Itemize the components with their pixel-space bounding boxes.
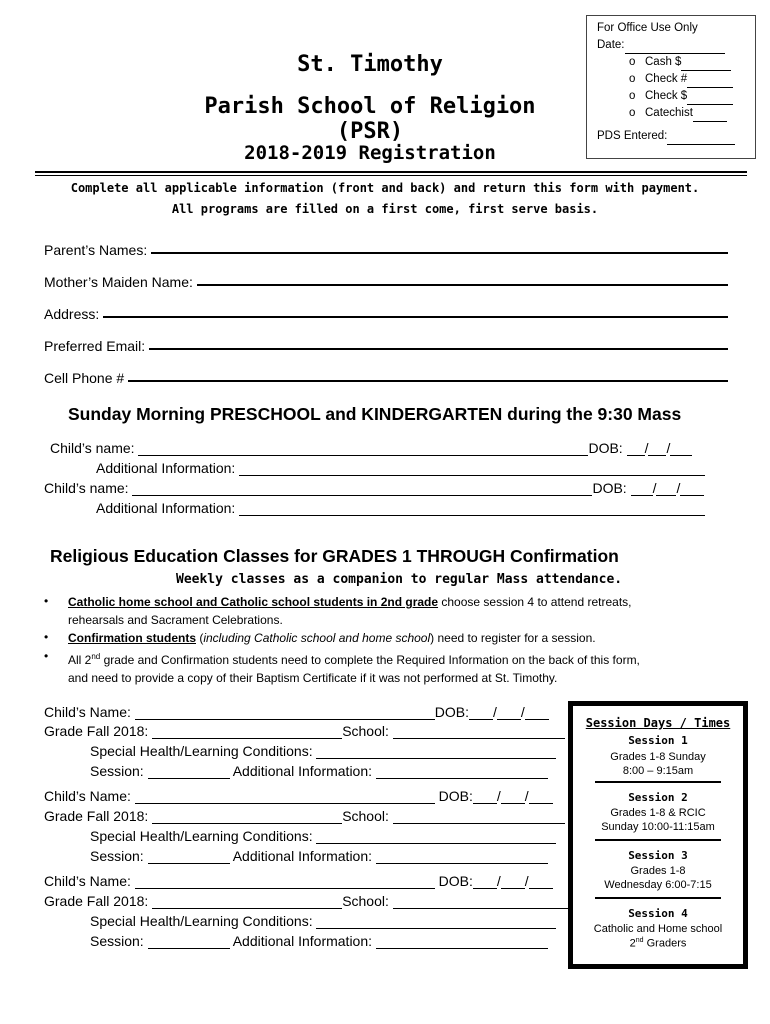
email-field[interactable]: Preferred Email: — [44, 338, 728, 354]
grade-child-2-grade[interactable]: Grade Fall 2018: School: — [44, 808, 565, 824]
bullet-1: • — [44, 594, 49, 608]
session-4-line-2: 2nd Graders — [629, 937, 687, 950]
preschool-additional-2[interactable]: Additional Information: — [96, 500, 705, 516]
bullet-1-text: Catholic home school and Catholic school students in 2nd grade choose session 4 to attend retreats, rehearsals and Sacrament Celebrations. — [68, 595, 632, 627]
grade-child-3-special[interactable]: Special Health/Learning Conditions: — [90, 913, 556, 929]
grade-child-3-name[interactable]: Child’s Name: DOB: / / — [44, 873, 553, 889]
bullet-2-text: Confirmation students (including Catholic school and home school) need to register for a session. — [68, 631, 596, 645]
bullet-2: • — [44, 630, 49, 644]
header-divider-thin — [35, 175, 747, 176]
session-3-name: Session 3 — [628, 849, 688, 862]
intro-line-1: Complete all applicable information (front and back) and return this form with payment. — [70, 181, 700, 195]
preschool-child-2[interactable]: Child’s name: DOB: / / — [44, 480, 704, 496]
session-3-line-2: Wednesday 6:00-7:15 — [604, 879, 712, 891]
session-divider — [595, 781, 721, 783]
session-3-line-1: Grades 1-8 — [630, 865, 686, 877]
session-box-title: Session Days / Times — [585, 716, 731, 730]
session-1-name: Session 1 — [628, 734, 688, 747]
grade-child-3-session[interactable]: Session: Additional Information: — [90, 933, 548, 949]
parents-names-field[interactable]: Parent’s Names: — [44, 242, 728, 258]
bullet-3-text: All 2nd grade and Confirmation students need to complete the Required Information on the back of this form, and need to provide a copy of their Baptism Certificate if it was not performed at St. Timothy. — [68, 652, 640, 685]
session-1-line-1: Grades 1-8 Sunday — [610, 751, 706, 763]
bullet-3: • — [44, 649, 49, 663]
session-times-box — [568, 701, 748, 969]
preschool-heading: Sunday Morning PRESCHOOL and KINDERGARTEN during the 9:30 Mass — [68, 404, 682, 424]
title-psr: Parish School of Religion (PSR) — [204, 94, 536, 144]
grade-child-2-name[interactable]: Child’s Name: DOB: / / — [44, 788, 553, 804]
session-2-line-1: Grades 1-8 & RCIC — [610, 807, 706, 819]
maiden-name-field[interactable]: Mother’s Maiden Name: — [44, 274, 728, 290]
office-date: Date: — [597, 37, 755, 54]
office-check-amt: o Check $ — [597, 88, 755, 105]
office-use-box — [586, 15, 756, 159]
preschool-child-1[interactable]: Child’s name: DOB: / / — [50, 440, 692, 456]
grade-child-3-grade[interactable]: Grade Fall 2018: School: — [44, 893, 573, 909]
grades-subheading: Weekly classes as a companion to regular Mass attendance. — [176, 572, 623, 587]
grade-child-2-special[interactable]: Special Health/Learning Conditions: — [90, 828, 556, 844]
session-divider — [595, 897, 721, 899]
session-1-line-2: 8:00 – 9:15am — [622, 765, 694, 777]
grade-child-1-session[interactable]: Session: Additional Information: — [90, 763, 548, 779]
session-4-name: Session 4 — [628, 907, 688, 920]
grade-child-1-grade[interactable]: Grade Fall 2018: School: — [44, 723, 565, 739]
preschool-additional-1[interactable]: Additional Information: — [96, 460, 705, 476]
session-2-name: Session 2 — [628, 791, 688, 804]
office-pds: PDS Entered: — [597, 128, 755, 145]
office-heading: For Office Use Only — [597, 22, 698, 34]
session-2-line-2: Sunday 10:00-11:15am — [601, 821, 715, 833]
office-catechist: o Catechist — [597, 105, 755, 122]
grade-child-2-session[interactable]: Session: Additional Information: — [90, 848, 548, 864]
office-cash: o Cash $ — [597, 54, 755, 71]
cell-phone-field[interactable]: Cell Phone # — [44, 370, 728, 386]
office-check-no: o Check # — [597, 71, 755, 88]
title-parish: St. Timothy — [297, 52, 443, 77]
title-registration: 2018-2019 Registration — [244, 142, 496, 164]
header-divider — [35, 171, 747, 173]
grade-child-1-special[interactable]: Special Health/Learning Conditions: — [90, 743, 556, 759]
session-divider — [595, 839, 721, 841]
address-field[interactable]: Address: — [44, 306, 728, 322]
grades-heading: Religious Education Classes for GRADES 1 THROUGH Confirmation — [50, 546, 619, 566]
intro-line-2: All programs are filled on a first come, first serve basis. — [171, 202, 599, 216]
session-4-line-1: Catholic and Home school — [593, 923, 723, 935]
grade-child-1-name[interactable]: Child’s Name: DOB: / / — [44, 704, 549, 720]
